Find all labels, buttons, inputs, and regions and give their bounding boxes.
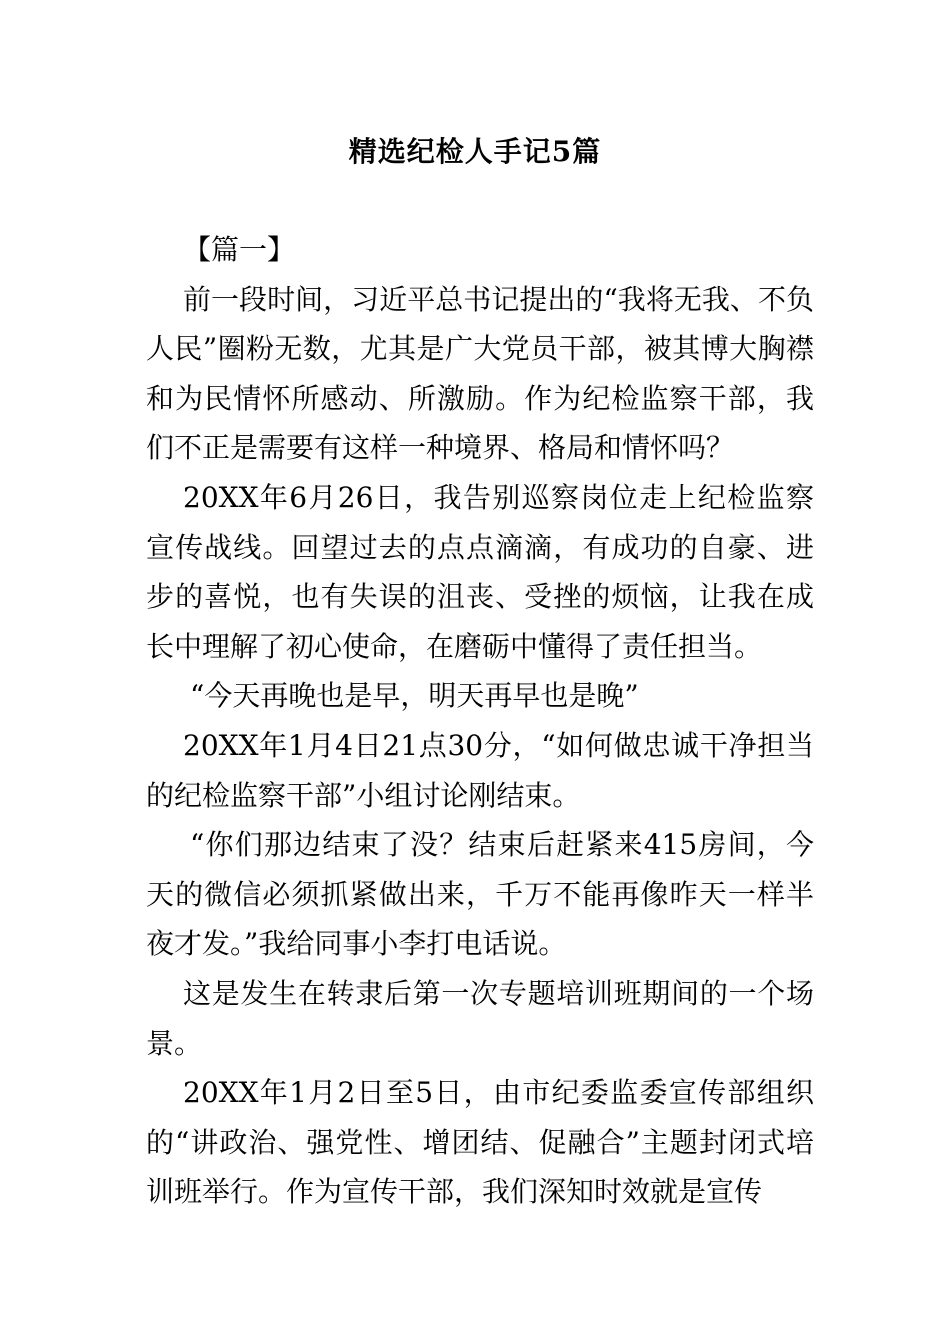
paragraph: “今天再晚也是早，明天再早也是晚” [190, 679, 639, 713]
paragraph: 20XX年6月26日，我告别巡察岗位走上纪检监察宣传战线。回望过去的点点滴滴，有成功的自豪、进步的喜悦，也有失误的沮丧、受挫的烦恼，让我在成长中理解了初心使命，在磨砺中懂得了责任担当。 [146, 480, 814, 663]
document-body [146, 225, 814, 1217]
paragraph: 20XX年1月2日至5日，由市纪委监委宣传部组织的“讲政治、强党性、增团结、促融合”主题封闭式培训班举行。作为宣传干部，我们深知时效就是宣传 [146, 1076, 814, 1209]
paragraph: 20XX年1月4日21点30分，“如何做忠诚干净担当的纪检监察干部”小组讨论刚结束。 [146, 728, 814, 812]
paragraph: 这是发生在转隶后第一次专题培训班期间的一个场景。 [146, 976, 814, 1060]
section-heading: 【篇一】 [183, 233, 296, 266]
paragraph: 前一段时间，习近平总书记提出的“我将无我、不负人民”圈粉无数，尤其是广大党员干部，被其博大胸襟和为民情怀所感动、所激励。作为纪检监察干部，我们不正是需要有这样一种境界、格局和情怀吗？ [146, 282, 814, 465]
document-title: 精选纪检人手记5篇 [348, 135, 602, 168]
paragraph: “你们那边结束了没？结束后赶紧来415房间，今天的微信必须抓紧做出来，千万不能再像昨天一样半夜才发。”我给同事小李打电话说。 [146, 828, 814, 961]
